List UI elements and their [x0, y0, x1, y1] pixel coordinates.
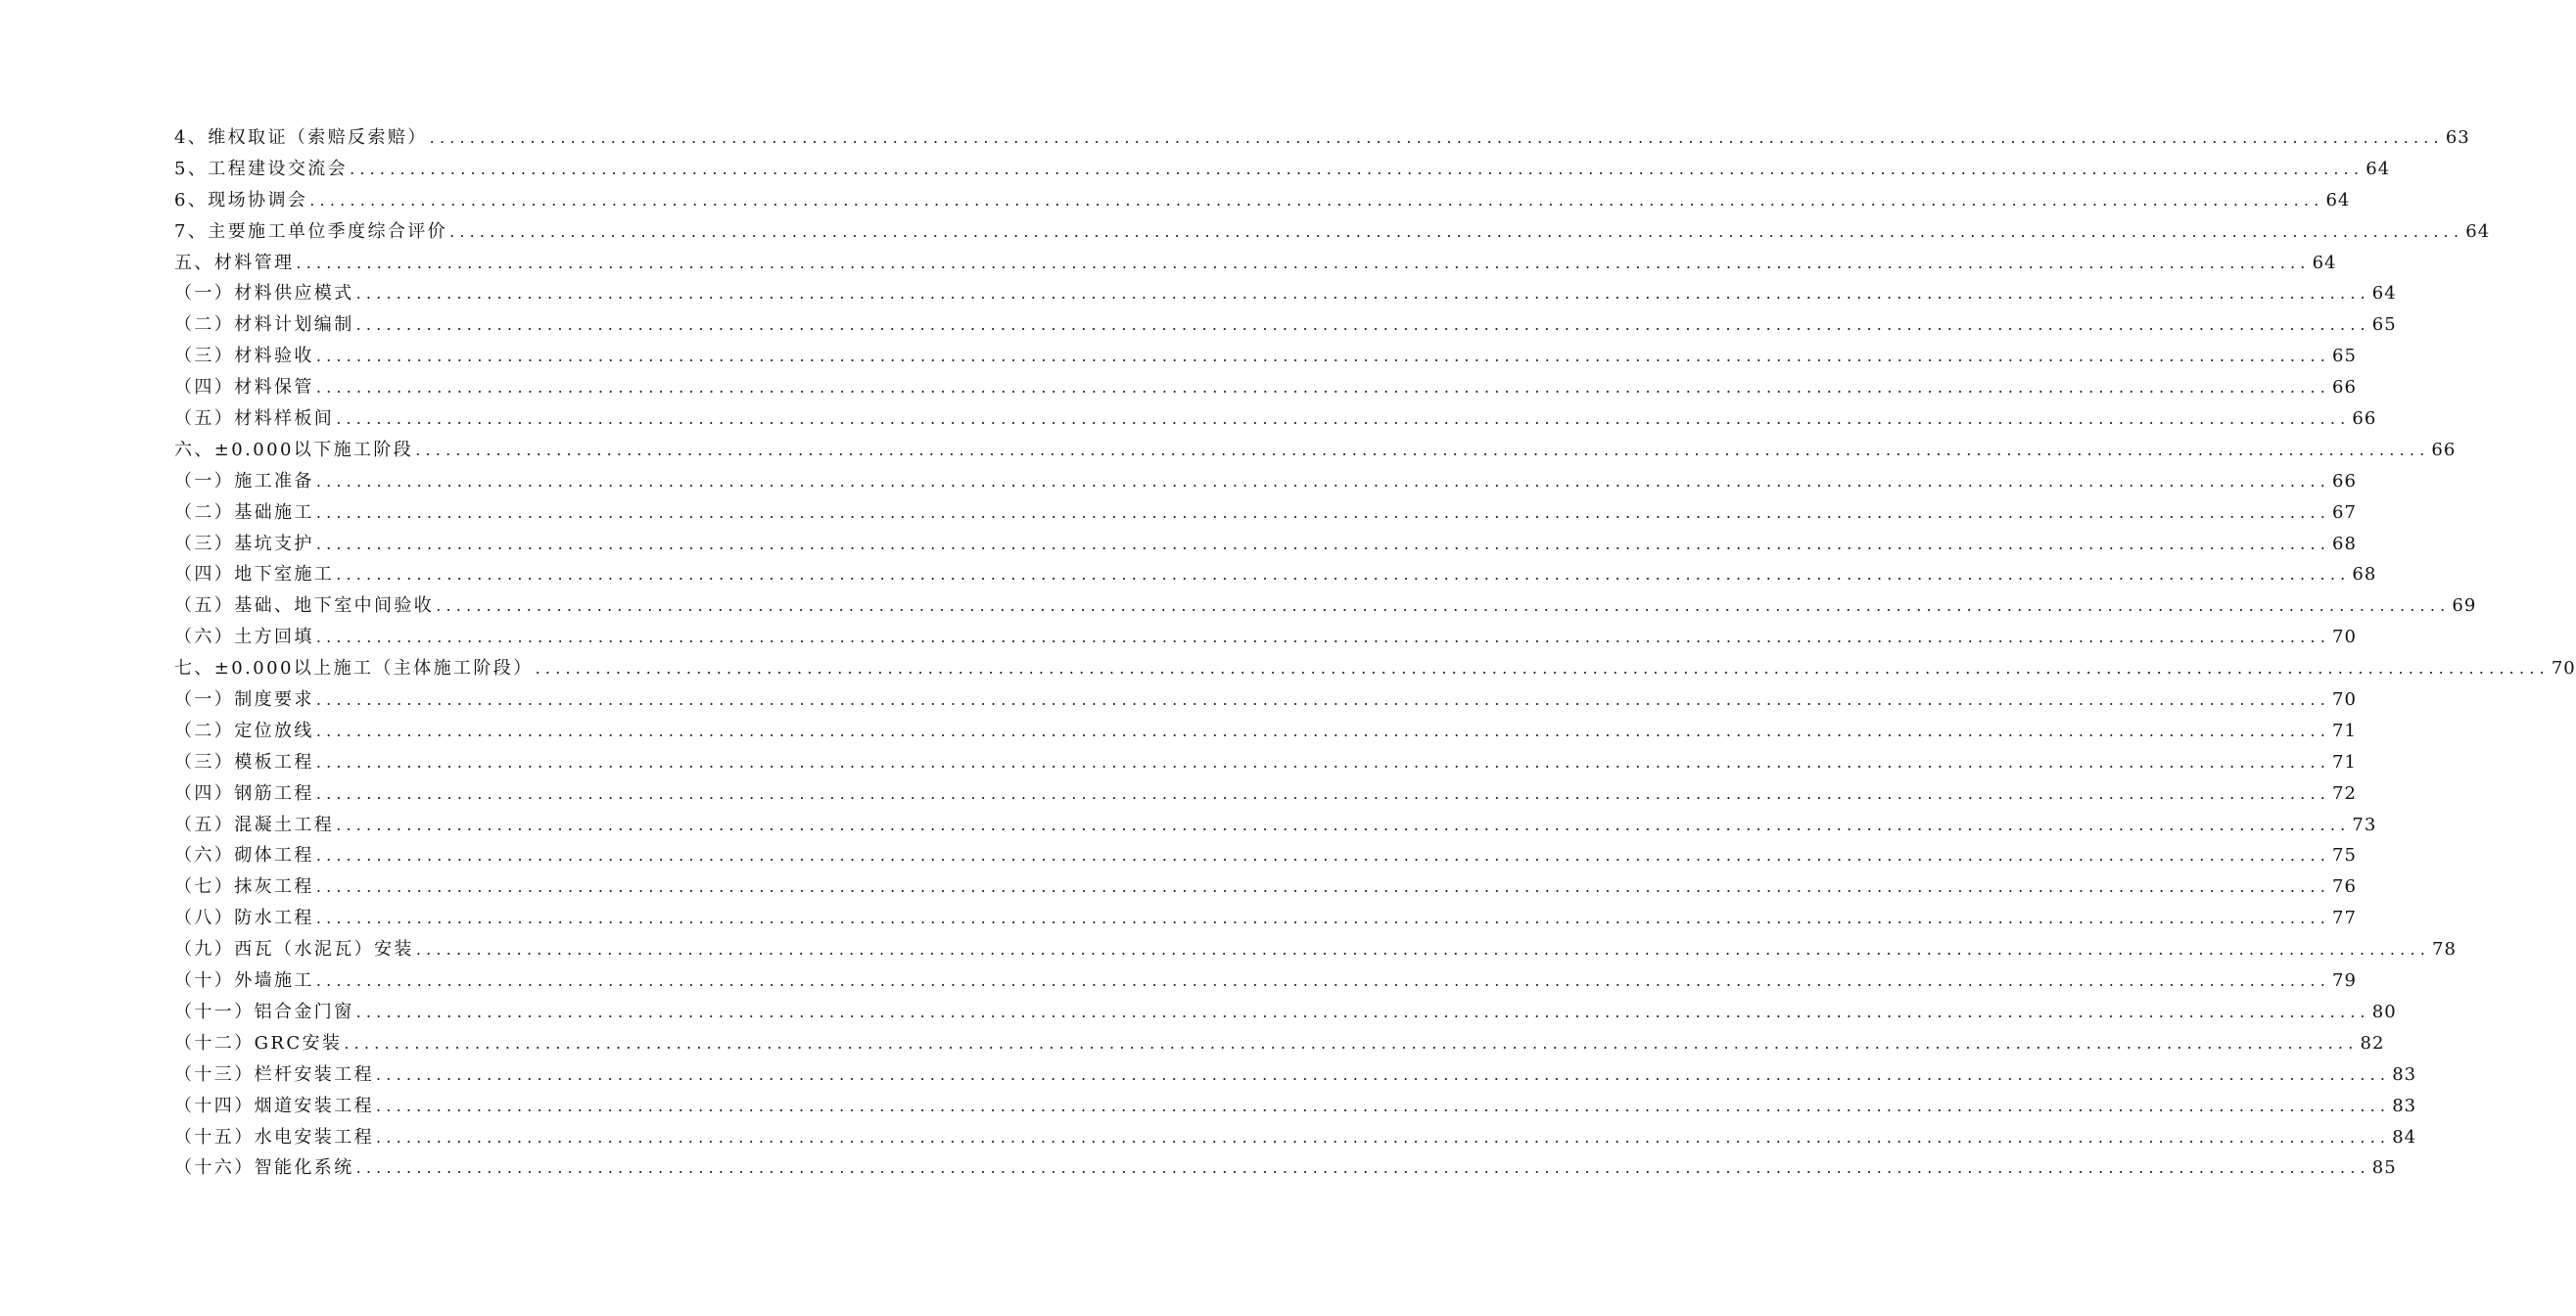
toc-entry[interactable] — [174, 249, 2337, 280]
toc-entry[interactable] — [174, 811, 2377, 842]
toc-entry-title: （一）材料供应模式 — [174, 283, 354, 305]
toc-entry[interactable] — [174, 498, 2357, 530]
toc-dot-leader: ........................................................................................................................................................................................................ — [429, 128, 2444, 147]
toc-entry-page-number: 64 — [2465, 220, 2491, 242]
toc-entry[interactable] — [174, 123, 2470, 155]
toc-entry-title: （四）钢筋工程 — [174, 782, 314, 804]
toc-dot-leader: ........................................................................................................................................................................................................ — [315, 971, 2330, 991]
toc-entry[interactable] — [174, 654, 2576, 685]
toc-dot-leader: ........................................................................................................................................................................................................ — [315, 534, 2330, 553]
toc-entry-page-number: 71 — [2332, 720, 2357, 741]
toc-entry-page-number: 64 — [2365, 158, 2391, 179]
toc-dot-leader: ........................................................................................................................................................................................................ — [315, 690, 2330, 710]
toc-dot-leader: ........................................................................................................................................................................................................ — [315, 628, 2330, 647]
toc-entry-page-number: 64 — [2312, 252, 2337, 273]
toc-entry-title: （六）砌体工程 — [174, 845, 314, 867]
toc-dot-leader: ........................................................................................................................................................................................................ — [336, 815, 2351, 834]
toc-entry-page-number: 72 — [2332, 782, 2357, 804]
toc-entry[interactable] — [174, 530, 2357, 561]
toc-entry-page-number: 80 — [2371, 1001, 2397, 1022]
toc-dot-leader: ........................................................................................................................................................................................................ — [296, 253, 2311, 272]
toc-dot-leader: ........................................................................................................................................................................................................ — [315, 502, 2330, 522]
toc-dot-leader: ........................................................................................................................................................................................................ — [376, 1127, 2391, 1147]
toc-entry-title: （四）地下室施工 — [174, 564, 335, 586]
toc-dot-leader: ........................................................................................................................................................................................................ — [376, 1064, 2391, 1084]
toc-entry-title: （八）防水工程 — [174, 908, 314, 929]
toc-entry[interactable] — [174, 404, 2377, 436]
toc-entry[interactable] — [174, 310, 2397, 342]
toc-entry-page-number: 77 — [2332, 908, 2357, 929]
toc-dot-leader: ........................................................................................................................................................................................................ — [355, 1002, 2370, 1021]
toc-entry-page-number: 70 — [2332, 627, 2357, 648]
toc-entry-page-number: 82 — [2360, 1032, 2385, 1054]
toc-dot-leader: ........................................................................................................................................................................................................ — [535, 659, 2550, 679]
toc-entry-title: （三）模板工程 — [174, 751, 314, 773]
toc-entry-title: （十四）烟道安装工程 — [174, 1095, 374, 1116]
toc-entry-title: （六）土方回填 — [174, 627, 314, 648]
toc-entry-title: 六、±0.000以下施工阶段 — [174, 439, 414, 460]
toc-entry-title: （一）制度要求 — [174, 689, 314, 711]
toc-entry-page-number: 76 — [2332, 876, 2357, 898]
toc-entry[interactable] — [174, 935, 2457, 966]
toc-entry-page-number: 70 — [2332, 689, 2357, 711]
toc-dot-leader: ........................................................................................................................................................................................................ — [315, 378, 2330, 398]
toc-entry-page-number: 70 — [2551, 658, 2576, 680]
toc-entry[interactable] — [174, 966, 2357, 998]
toc-entry[interactable] — [174, 217, 2491, 249]
toc-entry[interactable] — [174, 779, 2357, 811]
toc-entry-title: 5、工程建设交流会 — [174, 158, 349, 179]
toc-entry[interactable] — [174, 872, 2357, 904]
toc-dot-leader: ........................................................................................................................................................................................................ — [315, 347, 2330, 366]
toc-entry-page-number: 64 — [2371, 283, 2397, 305]
toc-dot-leader: ........................................................................................................................................................................................................ — [315, 783, 2330, 803]
toc-entry-page-number: 78 — [2432, 939, 2457, 961]
toc-entry[interactable] — [174, 155, 2391, 186]
toc-entry[interactable] — [174, 467, 2357, 498]
toc-dot-leader: ........................................................................................................................................................................................................ — [336, 565, 2351, 585]
toc-dot-leader: ........................................................................................................................................................................................................ — [350, 159, 2365, 178]
toc-entry[interactable] — [174, 685, 2357, 717]
toc-entry-title: 6、现场协调会 — [174, 189, 308, 211]
toc-entry-title: （五）混凝土工程 — [174, 814, 335, 835]
toc-entry[interactable] — [174, 841, 2357, 872]
toc-dot-leader: ........................................................................................................................................................................................................ — [415, 940, 2430, 960]
toc-entry[interactable] — [174, 186, 2351, 217]
toc-entry-title: （二）定位放线 — [174, 720, 314, 741]
toc-entry-title: （一）施工准备 — [174, 470, 314, 492]
toc-dot-leader: ........................................................................................................................................................................................................ — [415, 440, 2430, 459]
toc-entry-title: （十）外墙施工 — [174, 970, 314, 992]
toc-entry[interactable] — [174, 279, 2397, 310]
toc-entry-page-number: 65 — [2371, 314, 2397, 336]
toc-entry-title: （十六）智能化系统 — [174, 1157, 354, 1179]
toc-entry-title: 七、±0.000以上施工（主体施工阶段） — [174, 658, 534, 680]
toc-entry-page-number: 64 — [2325, 189, 2351, 211]
toc-entry-page-number: 84 — [2392, 1126, 2417, 1148]
toc-entry[interactable] — [174, 560, 2377, 591]
toc-dot-leader: ........................................................................................................................................................................................................ — [315, 471, 2330, 491]
toc-entry[interactable] — [174, 1060, 2417, 1092]
toc-entry-page-number: 85 — [2371, 1157, 2397, 1179]
toc-entry-title: （三）材料验收 — [174, 346, 314, 367]
toc-entry-page-number: 66 — [2332, 470, 2357, 492]
toc-entry-title: （二）基础施工 — [174, 501, 314, 523]
toc-entry[interactable] — [174, 1153, 2397, 1185]
toc-entry-page-number: 68 — [2332, 533, 2357, 554]
toc-entry[interactable] — [174, 1123, 2417, 1154]
toc-entry-title: 五、材料管理 — [174, 252, 295, 273]
toc-dot-leader: ........................................................................................................................................................................................................ — [336, 409, 2351, 429]
toc-entry-page-number: 63 — [2445, 127, 2470, 148]
toc-entry-page-number: 68 — [2352, 564, 2377, 586]
toc-entry-page-number: 66 — [2431, 439, 2457, 460]
toc-entry[interactable] — [174, 436, 2457, 467]
toc-entry-title: 7、主要施工单位季度综合评价 — [174, 220, 448, 242]
toc-entry[interactable] — [174, 904, 2357, 935]
toc-entry[interactable] — [174, 1029, 2385, 1060]
toc-entry[interactable] — [174, 373, 2357, 404]
toc-entry-title: （三）基坑支护 — [174, 533, 314, 554]
toc-entry[interactable] — [174, 1092, 2417, 1123]
toc-entry-title: （十一）铝合金门窗 — [174, 1001, 354, 1022]
toc-entry-page-number: 83 — [2392, 1063, 2417, 1085]
toc-dot-leader: ........................................................................................................................................................................................................ — [449, 221, 2464, 241]
toc-dot-leader: ........................................................................................................................................................................................................ — [309, 190, 2324, 210]
toc-entry-title: （十三）栏杆安装工程 — [174, 1063, 374, 1085]
toc-entry[interactable] — [174, 717, 2357, 748]
toc-entry[interactable] — [174, 748, 2357, 779]
toc-entry-page-number: 79 — [2332, 970, 2357, 992]
toc-entry-page-number: 73 — [2352, 814, 2377, 835]
toc-dot-leader: ........................................................................................................................................................................................................ — [315, 877, 2330, 897]
toc-entry-page-number: 67 — [2332, 501, 2357, 523]
toc-entry-title: （四）材料保管 — [174, 377, 314, 399]
toc-dot-leader: ........................................................................................................................................................................................................ — [355, 315, 2370, 335]
toc-entry-title: （十五）水电安装工程 — [174, 1126, 374, 1148]
toc-entry-page-number: 65 — [2332, 346, 2357, 367]
toc-dot-leader: ........................................................................................................................................................................................................ — [344, 1033, 2359, 1053]
toc-entry-title: 4、维权取证（索赔反索赔） — [174, 127, 428, 148]
toc-entry[interactable] — [174, 591, 2477, 623]
toc-entry-page-number: 66 — [2352, 408, 2377, 430]
toc-entry[interactable] — [174, 342, 2357, 373]
toc-dot-leader: ........................................................................................................................................................................................................ — [355, 1158, 2370, 1178]
toc-entry-page-number: 75 — [2332, 845, 2357, 867]
toc-entry-title: （二）材料计划编制 — [174, 314, 354, 336]
toc-dot-leader: ........................................................................................................................................................................................................ — [355, 284, 2370, 304]
toc-dot-leader: ........................................................................................................................................................................................................ — [315, 721, 2330, 740]
toc-entry-page-number: 83 — [2392, 1095, 2417, 1116]
toc-entry-page-number: 66 — [2332, 377, 2357, 399]
table-of-contents — [174, 123, 2576, 1185]
toc-entry[interactable] — [174, 623, 2357, 654]
toc-entry-title: （五）基础、地下室中间验收 — [174, 595, 435, 617]
toc-dot-leader: ........................................................................................................................................................................................................ — [315, 752, 2330, 772]
toc-entry-title: （十二）GRC安装 — [174, 1032, 343, 1054]
toc-entry-title: （五）材料样板间 — [174, 408, 335, 430]
toc-dot-leader: ........................................................................................................................................................................................................ — [436, 596, 2451, 616]
toc-dot-leader: ........................................................................................................................................................................................................ — [315, 846, 2330, 866]
toc-entry[interactable] — [174, 998, 2397, 1029]
toc-dot-leader: ........................................................................................................................................................................................................ — [376, 1096, 2391, 1115]
toc-entry-title: （九）西瓦（水泥瓦）安装 — [174, 939, 414, 961]
toc-dot-leader: ........................................................................................................................................................................................................ — [315, 909, 2330, 928]
toc-entry-page-number: 69 — [2452, 595, 2477, 617]
toc-entry-page-number: 71 — [2332, 751, 2357, 773]
toc-entry-title: （七）抹灰工程 — [174, 876, 314, 898]
